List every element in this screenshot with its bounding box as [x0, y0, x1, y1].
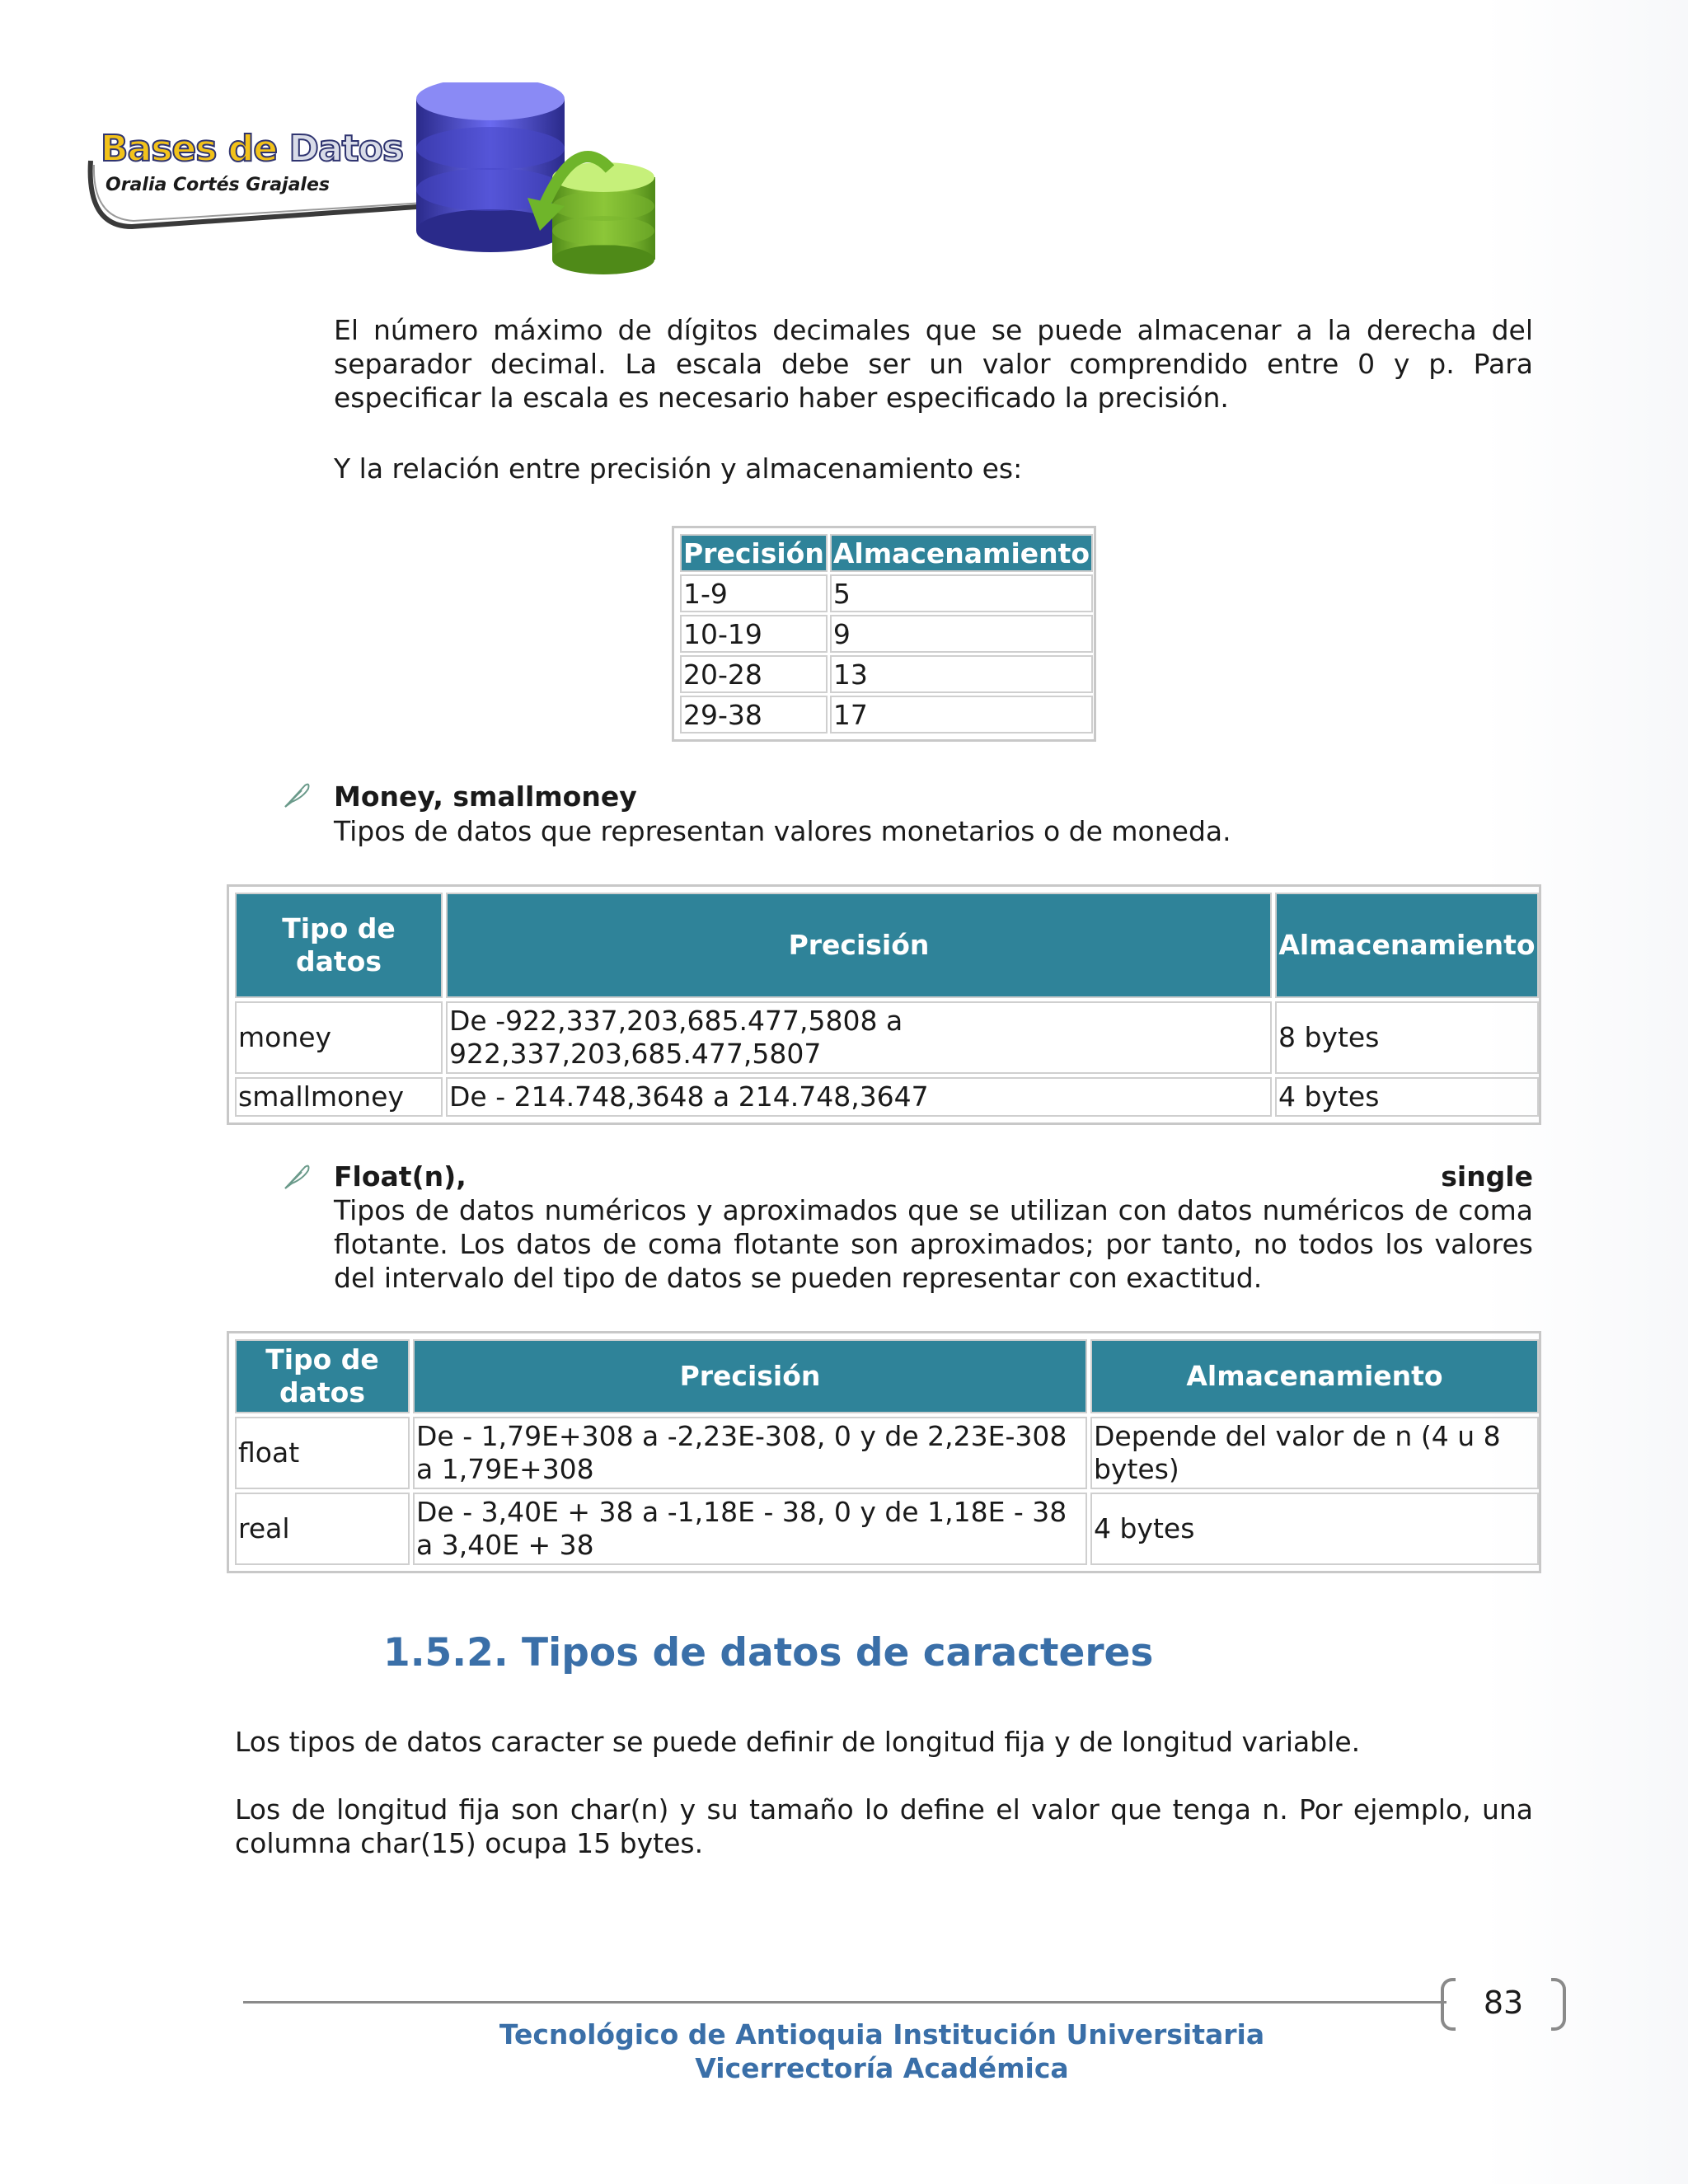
table-row	[680, 615, 1093, 653]
header-cell-data-type: Tipo de datos	[235, 1339, 410, 1413]
table-row	[235, 1077, 1539, 1117]
feather-bullet-icon	[280, 1160, 313, 1193]
precision-storage-table	[672, 526, 1096, 742]
table-cell: real	[235, 1493, 410, 1565]
footer-institution	[243, 2018, 1521, 2085]
char-paragraph-1: Los tipos de datos caracter se puede definir de longitud fija y de longitud variable.	[235, 1726, 1361, 1758]
section-heading: 1.5.2. Tipos de datos de caracteres	[383, 1630, 1154, 1675]
table-header-row	[235, 1339, 1539, 1413]
header-cell-storage: Almacenamiento	[1090, 1339, 1539, 1413]
money-section-title: Money, smallmoney	[334, 780, 637, 813]
table-cell: 8 bytes	[1275, 1001, 1539, 1074]
header-cell-data-type: Tipo de datos	[235, 893, 443, 998]
header-cell-precision: Precisión	[413, 1339, 1087, 1413]
table-cell: De - 214.748,3648 a 214.748,3647	[446, 1077, 1272, 1117]
table-cell: 10-19	[680, 615, 828, 653]
table-row	[235, 1417, 1539, 1489]
float-section-title: Float(n),	[334, 1160, 467, 1193]
table-cell: money	[235, 1001, 443, 1074]
table-row	[680, 574, 1093, 612]
money-section-description: Tipos de datos que representan valores monetarios o de moneda.	[334, 815, 1231, 847]
table-row	[235, 1493, 1539, 1565]
intro-paragraph-relation: Y la relación entre precisión y almacenamiento es:	[334, 452, 1023, 485]
table-cell: De - 3,40E + 38 a -1,18E - 38, 0 y de 1,18E - 38 a 3,40E + 38	[413, 1493, 1087, 1565]
logo-title-part2: Datos	[288, 128, 404, 170]
table-cell: 29-38	[680, 696, 828, 733]
footer-divider	[243, 2001, 1447, 2004]
header-cell-storage: Almacenamiento	[830, 534, 1093, 572]
table-cell: float	[235, 1417, 410, 1489]
float-types-table	[227, 1331, 1541, 1573]
header-cell-precision: Precisión	[680, 534, 828, 572]
float-section-description: Tipos de datos numéricos y aproximados que se utilizan con datos numéricos de coma flotante. Los datos de coma flotante son aproximados; por tanto, no todos los valores del intervalo del tipo de datos se pueden representar con exactitud.	[334, 1194, 1533, 1294]
logo-title	[101, 128, 403, 170]
float-section-title-single: single	[1441, 1160, 1533, 1193]
table-header-row	[680, 534, 1093, 572]
table-row	[235, 1001, 1539, 1074]
feather-bullet-icon	[280, 779, 313, 812]
table-cell: 9	[830, 615, 1093, 653]
table-header-row	[235, 893, 1539, 998]
money-types-table	[227, 884, 1541, 1125]
header-logo	[82, 82, 676, 288]
table-cell: 1-9	[680, 574, 828, 612]
header-cell-precision: Precisión	[446, 893, 1272, 998]
table-cell: 5	[830, 574, 1093, 612]
intro-paragraph-scale: El número máximo de dígitos decimales que se puede almacenar a la derecha del separador decimal. La escala debe ser un valor comprendido entre 0 y p. Para especificar la escala es necesario haber especificado la precisión.	[334, 314, 1533, 414]
footer-line-2: Vicerrectoría Académica	[695, 2052, 1069, 2084]
table-cell: 17	[830, 696, 1093, 733]
table-cell: 20-28	[680, 655, 828, 693]
table-cell: Depende del valor de n (4 u 8 bytes)	[1090, 1417, 1539, 1489]
table-row	[680, 655, 1093, 693]
table-cell: De -922,337,203,685.477,5808 a 922,337,203,685.477,5807	[446, 1001, 1272, 1074]
page-number: 83	[1483, 1985, 1524, 2021]
header-cell-storage: Almacenamiento	[1275, 893, 1539, 998]
table-cell: 4 bytes	[1090, 1493, 1539, 1565]
table-row	[680, 696, 1093, 733]
table-cell: 13	[830, 655, 1093, 693]
page-number-bracket-right	[1551, 1978, 1566, 2031]
footer-line-1: Tecnológico de Antioquia Institución Universitaria	[499, 2018, 1265, 2050]
table-cell: smallmoney	[235, 1077, 443, 1117]
table-cell: De - 1,79E+308 a -2,23E-308, 0 y de 2,23E-308 a 1,79E+308	[413, 1417, 1087, 1489]
logo-title-part1: Bases de	[101, 128, 278, 170]
table-cell: 4 bytes	[1275, 1077, 1539, 1117]
char-paragraph-2: Los de longitud fija son char(n) y su tamaño lo define el valor que tenga n. Por ejemplo, una columna char(15) ocupa 15 bytes.	[235, 1793, 1533, 1859]
logo-author: Oralia Cortés Grajales	[106, 175, 330, 195]
